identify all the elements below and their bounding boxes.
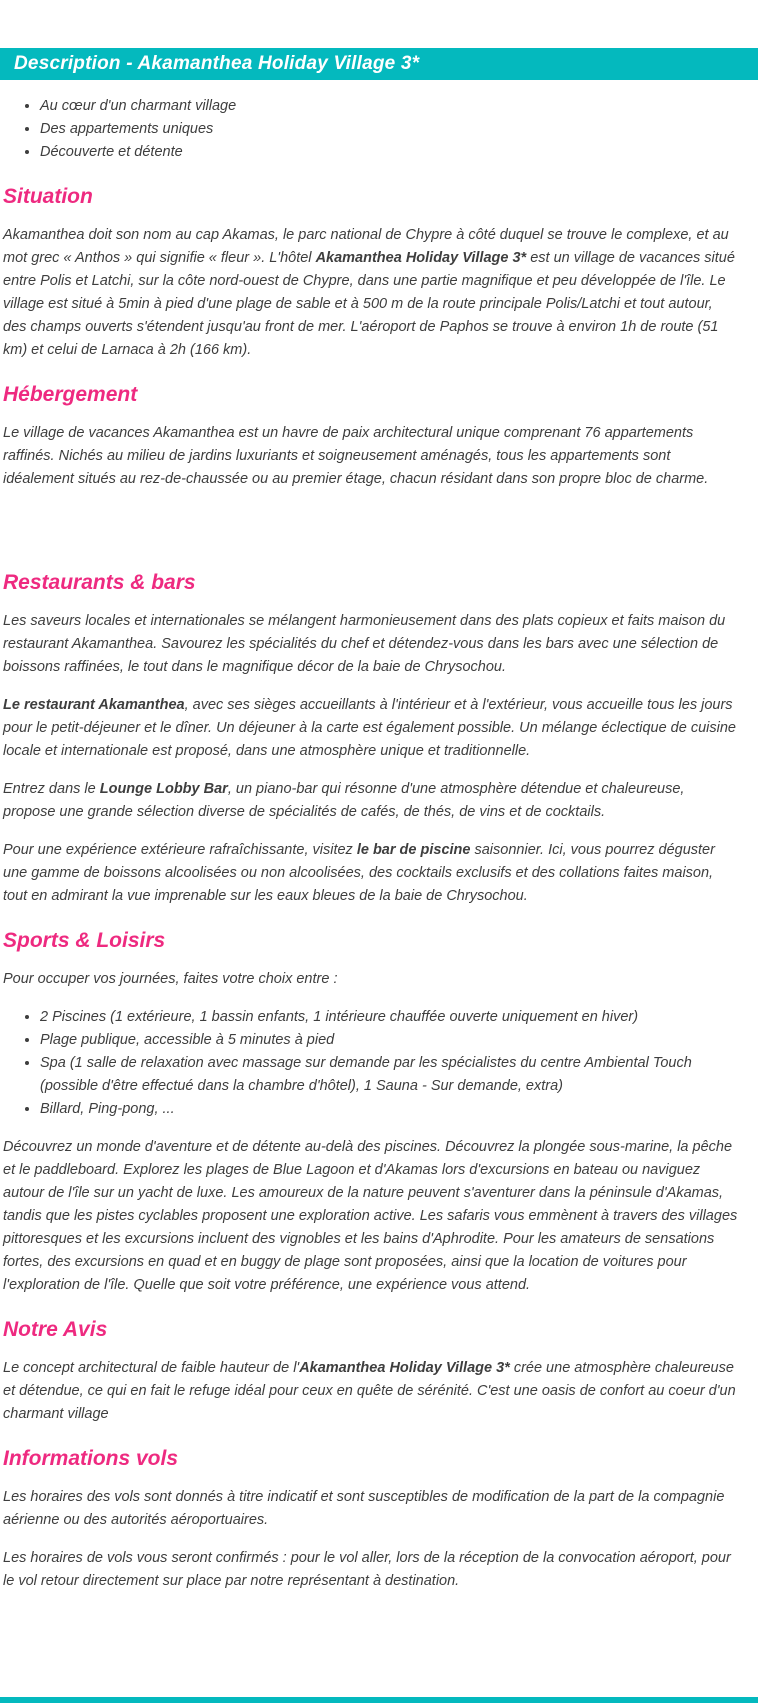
text: Pour une expérience extérieure rafraîchissante, visitez [3,842,357,858]
paragraph [3,778,738,824]
paragraph [3,839,738,908]
paragraph [3,224,738,362]
intro-bullet-item: • Découverte et détente [40,141,738,164]
bold-text: Akamanthea Holiday Village 3* [299,1360,510,1376]
paragraph [3,1486,738,1532]
bottom-accent-bar [0,1697,758,1703]
text: Akamanthea doit son nom au cap Akamas, le parc national de Chypre à côté duquel se trouve le complexe, et au mot grec « Anthos » qui signifie « fleur ». L'hôtel [3,227,729,266]
text: saisonnier. Ici, vous pourrez déguster une gamme de boissons alcoolisées ou non alcoolisées, des cocktails exclusifs et des collations faites maison, tout en admirant la vue imprenable sur les eaux bleues de la baie de Chrysochou. [3,842,715,904]
text: Les horaires des vols sont donnés à titre indicatif et sont susceptibles de modification de la part de la compagnie aérienne ou des autorités aéroportuaires. [3,1489,725,1528]
text: Entrez dans le [3,781,100,797]
intro-bullet-list [3,95,738,164]
paragraph [3,610,738,679]
description-content [0,95,758,1593]
bullet-item: • Plage publique, accessible à 5 minutes à pied [40,1029,738,1052]
text: Les saveurs locales et internationales se mélangent harmonieusement dans des plats copieux et faits maison du restaurant Akamanthea. Savourez les spécialités du chef et détendez-vous dans les bars avec une sélection de boissons raffinées, le tout dans le magnifique décor de la baie de Chrysochou. [3,613,726,675]
section-heading-sports: Sports & Loisirs [3,929,166,952]
section-heading-restaurants: Restaurants & bars [3,571,196,594]
paragraph [3,1547,738,1593]
intro-bullet-item: • Au cœur d'un charmant village [40,95,738,118]
description-header-bar [0,48,758,80]
bold-text: Lounge Lobby Bar [99,781,228,797]
intro-bullet-item: • Des appartements uniques [40,118,738,141]
page-title: Description - Akamanthea Holiday Village 3* [14,53,420,74]
text: crée une atmosphère chaleureuse et détendue, ce qui en fait le refuge idéal pour ceux en quête de sérénité. C'est une oasis de confort au coeur d'un charmant village [3,1360,736,1422]
text: est un village de vacances situé entre Polis et Latchi, sur la côte nord-ouest de Chypre, dans une partie magnifique et peu développée de l'île. Le village est situé à 5min à pied d'une plage de sable et à 500 m de la route principale Polis/Latchi et tout autour, des champs ouverts s'étendent jusqu'au front de mer. L'aéroport de Paphos se trouve à environ 1h de route (51 km) et celui de Larnaca à 2h (166 km). [3,250,735,358]
bullet-item: • 2 Piscines (1 extérieure, 1 bassin enfants, 1 intérieure chauffée ouverte uniquement en hiver) [40,1006,738,1029]
paragraph [3,1357,738,1426]
section-heading-avis: Notre Avis [3,1318,108,1341]
text: Le village de vacances Akamanthea est un havre de paix architectural unique comprenant 76 appartements raffinés. Nichés au milieu de jardins luxuriants et soigneusement aménagés, tous les appartements sont idéalement situés au rez-de-chaussée ou au premier étage, chacun résidant dans son propre bloc de charme. [3,425,709,487]
bullet-item: • Billard, Ping-pong, ... [40,1098,738,1121]
section-heading-hebergement: Hébergement [3,383,138,406]
bullet-list [3,1006,738,1121]
bullet-item: • Spa (1 salle de relaxation avec massage sur demande par les spécialistes du centre Ambiental Touch (possible d'être effectué dans la chambre d'hôtel), 1 Sauna - Sur demande, extra) [40,1052,738,1098]
text: Découvrez un monde d'aventure et de détente au-delà des piscines. Découvrez la plongée sous-marine, la pêche et le paddleboard. Explorez les plages de Blue Lagoon et d'Akamas lors d'excursions en bateau ou naviguez autour de l'île sur un yacht de luxe. Les amoureux de la nature peuvent s'aventurer dans la péninsule d'Akamas, tandis que les pistes cyclables proposent une exploration active. Les safaris vous emmènent à travers des villages pittoresques et les excursions incluent des vignobles et les bains d'Aphrodite. Pour les amateurs de sensations fortes, des excursions en quad et en buggy de plage sont proposées, ainsi que la location de voitures pour l'exploration de l'île. Quelle que soit votre préférence, une expérience vous attend. [3,1139,738,1293]
paragraph [3,1136,738,1297]
text: Pour occuper vos journées, faites votre choix entre : [3,971,338,987]
section-heading-vols: Informations vols [3,1447,179,1470]
paragraph [3,422,738,491]
text: Le concept architectural de faible hauteur de l' [3,1360,300,1376]
blank-spacer [3,506,738,550]
text: , avec ses sièges accueillants à l'intérieur et à l'extérieur, vous accueille tous les jours pour le petit-déjeuner et le dîner. Un déjeuner à la carte est également possible. Un mélange éclectique de cuisine locale et internationale est proposé, dans une atmosphère unique et traditionnelle. [3,697,736,759]
paragraph [3,968,738,991]
paragraph [3,694,738,763]
text: , un piano-bar qui résonne d'une atmosphère détendue et chaleureuse, propose une grande sélection diverse de spécialités de cafés, de thés, de vins et de cocktails. [3,781,685,820]
bold-text: Akamanthea Holiday Village 3* [315,250,527,266]
description-sections [3,184,738,1593]
text: Les horaires de vols vous seront confirmés : pour le vol aller, lors de la réception de la convocation aéroport, pour le vol retour directement sur place par notre représentant à destination. [3,1550,731,1589]
section-heading-situation: Situation [3,185,93,208]
bold-text: le bar de piscine [356,842,471,858]
bold-text: Le restaurant Akamanthea [3,697,185,713]
